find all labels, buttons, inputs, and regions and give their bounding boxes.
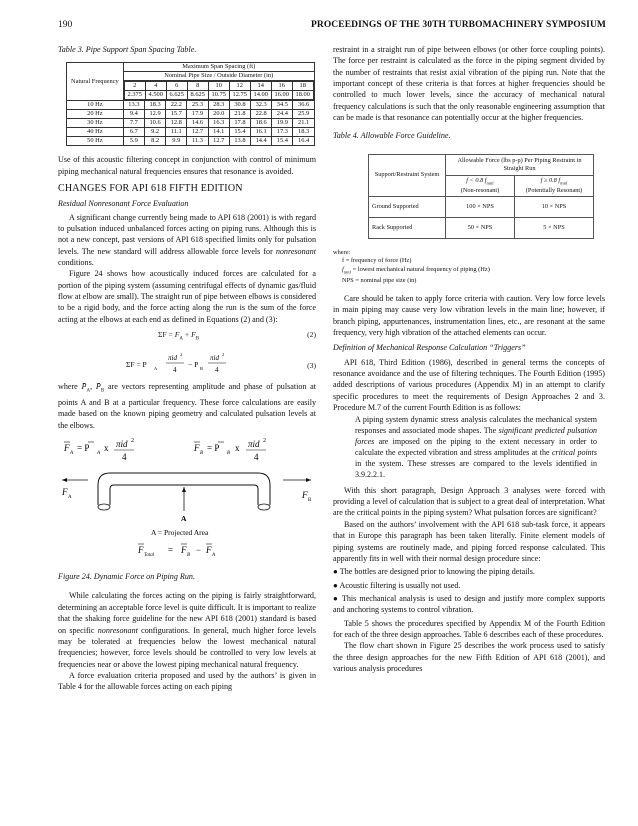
table3-value-cell: 18.3 — [144, 101, 165, 110]
svg-text:B: B — [308, 498, 312, 504]
svg-text:B: B — [200, 451, 204, 457]
table3-value-cell: 22.8 — [251, 110, 272, 119]
table3-freq-cell: 30 Hz — [67, 119, 124, 128]
page-number: 190 — [58, 20, 73, 30]
svg-text:F: F — [206, 545, 212, 556]
left-paragraph-2: A significant change currently being made to API 618 (2001) is with regard to pulsation induced unbalanced forces acting on piping runs. Although this is not a new concept, past versions of API 618 specified limits only for pulsation levels. The new standard will address allowable force levels for nonresonant conditions. — [58, 212, 316, 268]
table4-cell-b: 10 × NPS — [515, 197, 594, 218]
bullet-icon: ● — [333, 593, 342, 603]
svg-text:πid: πid — [168, 354, 177, 363]
svg-text:A: A — [97, 451, 101, 457]
table4-cell-a: 100 × NPS — [446, 197, 515, 218]
table3-value-cell: 14.6 — [187, 119, 208, 128]
table3-value-cell: 7.7 — [123, 119, 144, 128]
svg-text:=: = — [168, 545, 174, 556]
svg-text:2: 2 — [131, 438, 134, 445]
table4-caption: Table 4. Allowable Force Guideline. — [333, 131, 451, 141]
table3-value-cell: 13.3 — [123, 101, 144, 110]
svg-text:4: 4 — [215, 366, 219, 375]
svg-text:− P: − P — [188, 360, 199, 370]
table3-value-cell: 11.1 — [166, 128, 187, 137]
table3-caption: Table 3. Pipe Support Span Spacing Table. — [58, 45, 197, 54]
svg-text:2: 2 — [222, 352, 225, 358]
table3-value-cell: 30.8 — [229, 101, 250, 110]
appendix-m-quote: A piping system dynamic stress analysis calculates the mechanical system responses and associated mode shapes. The significant predicted pulsation forces are imposed on the piping to the extent necessary in order to calculate the expected vibration and stress amplitudes at the critical points in the system. These stresses are compared to the levels identified in 3.9.2.2.1. — [355, 415, 598, 479]
svg-text:F: F — [62, 487, 68, 498]
svg-text:x: x — [235, 443, 240, 454]
table3-value-cell: 15.4 — [229, 128, 250, 137]
left-paragraph-5: While calculating the forces acting on the piping is fairly straightforward, determining an acceptable force level is quite difficult. It is important to realize that the shaking force guideline for the new API 618 (2001) standard is based on specific nonresonant configurations. In general, much higher force levels may be tolerated at frequencies below the lowest mechanical natural frequencies; however, force levels should be controlled to very low levels at frequencies near or above the lowest piping mechanical natural frequency. — [58, 591, 316, 669]
svg-text:F: F — [138, 545, 144, 556]
table3-size-grid — [124, 81, 314, 100]
table3-nps-cell: 14 — [250, 82, 271, 91]
table3-od-cell: 2.375 — [124, 91, 145, 100]
table4-head: Allowable Force (lbs p-p) Per Piping Restraint in Straight Run — [446, 154, 594, 175]
table3-value-cell: 24.4 — [272, 110, 293, 119]
svg-text:A: A — [68, 495, 72, 501]
table3-value-cell: 15.4 — [272, 137, 293, 146]
table3-value-cell: 5.9 — [123, 137, 144, 146]
table3-value-cell: 32.3 — [251, 101, 272, 110]
right-column — [333, 44, 605, 674]
right-paragraph-1: restraint in a straight run of pipe between elbows (or other force coupling points). The force per restraint is calculated as the force in the piping segment divided by the number of restraints that resist axial vibration of the piping run. Note that the important concept of these criteria is that forces at higher frequencies should be controlled to much lower levels, since the accuracy of mechanical natural frequency calculations is such that the only reasonable engineering assumption that can be made is that resonance can potentially occur at the higher frequencies. — [333, 45, 605, 123]
bullet-icon: ● — [333, 567, 340, 577]
table3-value-cell: 22.2 — [166, 101, 187, 110]
svg-text:ΣF = P: ΣF = P — [126, 360, 147, 370]
svg-text:F: F — [302, 490, 308, 501]
pipe-force-diagram — [58, 435, 316, 567]
table3-od-cell: 12.75 — [229, 91, 250, 100]
table4-col-resonant: f ≥ 0.8 $f_{mnf}$ (Potentially Resonant) — [515, 175, 594, 196]
right-paragraph-4: With this short paragraph, Design Approach 3 analyses were forced with providing a level of calculation that is subject to a great deal of interpretation. What are the critical points in the piping system? What pulsation forces are significant? — [333, 485, 605, 518]
figure-24-caption: Figure 24. Dynamic Force on Piping Run. — [58, 572, 195, 582]
table3-value-cell: 10.6 — [144, 119, 165, 128]
svg-text:= P: = P — [207, 443, 220, 454]
table3-value-cell: 15.7 — [166, 110, 187, 119]
table3-freq-cell: 40 Hz — [67, 128, 124, 137]
bullet-item: ● The bottles are designed prior to knowing the piping details. — [333, 567, 535, 577]
equation-2: $\Sigma F = F_A + F_B$ (2) — [158, 330, 316, 342]
table3-nps-cell: 12 — [229, 82, 250, 91]
table3-od-cell: 18.00 — [292, 91, 313, 100]
fa-equation-label: F — [64, 443, 70, 454]
table3-od-cell: 8.625 — [187, 91, 208, 100]
right-paragraph-3: API 618, Third Edition (1986), described in general terms the concepts of resonance avoidance and the use of filtering techniques. The Fourth Edition (1995) added descriptions of various procedures (Appendix M) in an attempt to clarify specific procedures to meet the requirements of Design Approaches 2 and 3. Procedure M.7 of the current Fourth Edition is as follows: — [333, 357, 605, 412]
svg-text:A: A — [154, 366, 158, 372]
svg-text:Total: Total — [144, 553, 155, 559]
table3-value-cell: 16.1 — [251, 128, 272, 137]
right-subsection: Definition of Mechanical Response Calculation “Triggers” — [333, 343, 526, 353]
page-header — [58, 20, 606, 34]
table3-value-cell: 17.9 — [187, 110, 208, 119]
table3-od-cell: 4.500 — [145, 91, 166, 100]
left-paragraph-6: A force evaluation criteria proposed and used by the authors’ is given in Table 4 for the allowable forces acting on each piping — [58, 670, 316, 692]
svg-text:4: 4 — [254, 452, 259, 463]
table4-row — [369, 218, 594, 239]
table3-value-cell: 25.9 — [293, 110, 314, 119]
table3-value-cell: 12.7 — [208, 137, 229, 146]
bullet-item: ● Acoustic filtering is usually not used. — [333, 580, 461, 590]
equation-3-formula — [118, 347, 318, 381]
table3-nps-cell: 6 — [166, 82, 187, 91]
left-paragraph-3: Figure 24 shows how acoustically induced forces are calculated for a portion of the piping system (assuming centrifugal effects of dynamic gas/fluid flow at elbow are small). The straight run of pipe between elbows is considered to be a rigid body, and the force acting along the run is the sum of the force acting at the elbows at each end as defined in Equations (2) and (3): — [58, 269, 316, 324]
table3-size-heading: Nominal Pipe Size / Outside Diameter (in) — [123, 72, 314, 81]
svg-text:B: B — [187, 553, 191, 559]
table3-value-cell: 14.1 — [208, 128, 229, 137]
table3-value-cell: 17.3 — [272, 128, 293, 137]
svg-text:A: A — [212, 553, 216, 559]
svg-text:πid: πid — [248, 439, 260, 450]
table3-nps-cell: 16 — [271, 82, 292, 91]
table3-span-spacing — [66, 62, 315, 146]
table3-value-cell: 14.4 — [251, 137, 272, 146]
table3-nps-cell: 4 — [145, 82, 166, 91]
table3-value-cell: 21.1 — [293, 119, 314, 128]
equation-3: ΣF = P A πid 2 4 − P B πid 2 4 (3) — [58, 347, 316, 381]
table3-span-heading: Maximum Span Spacing (ft) — [123, 63, 314, 72]
svg-text:F: F — [181, 545, 187, 556]
table3-od-cell: 6.625 — [166, 91, 187, 100]
table4-col-support: Support/Restraint System — [369, 154, 446, 196]
table3-nps-cell: 8 — [187, 82, 208, 91]
svg-text:F: F — [194, 443, 200, 454]
svg-text:πid: πid — [210, 354, 219, 363]
table3-freq-cell: 50 Hz — [67, 137, 124, 146]
table3-row — [67, 128, 315, 137]
table3-od-cell: 14.00 — [250, 91, 271, 100]
table3-row — [67, 101, 315, 110]
table3-row — [67, 119, 315, 128]
table3-value-cell: 19.9 — [272, 119, 293, 128]
table3-row — [67, 110, 315, 119]
table4-where: where: f = frequency of force (Hz) $f_{mnf}$ = lowest mechanical natural frequency of piping (Hz) NPS = nominal pipe size (in) — [333, 249, 490, 284]
right-paragraph-7: The flow chart shown in Figure 25 describes the work process used to satisfy the three design approaches for the new Fifth Edition of API 618 (2001), and various analysis procedures — [333, 641, 605, 673]
right-paragraph-5: Based on the authors’ involvement with the API 618 sub-task force, it appears that in Europe this paragraph has been taken literally. Finite element models of piping systems are routinely made, and piping forced response calculated. This apparently fits in well with their normal design procedure since: — [333, 519, 605, 563]
table3-value-cell: 16.4 — [293, 137, 314, 146]
bullet-icon: ● — [333, 580, 340, 590]
table3-value-cell: 21.8 — [229, 110, 250, 119]
table3-value-cell: 8.2 — [144, 137, 165, 146]
svg-text:A: A — [181, 514, 187, 524]
table3-row — [67, 137, 315, 146]
svg-text:πid: πid — [116, 439, 128, 450]
table3-value-cell: 16.3 — [208, 119, 229, 128]
svg-text:A: A — [70, 451, 74, 457]
left-column — [58, 44, 316, 693]
svg-text:2: 2 — [263, 438, 266, 445]
table3-value-cell: 20.0 — [208, 110, 229, 119]
svg-text:x: x — [104, 443, 109, 454]
right-paragraph-6: Table 5 shows the procedures specified by Appendix M of the Fourth Edition for each of the three design approaches. Table 6 describes each of these procedures. — [333, 618, 605, 639]
table3-value-cell: 9.4 — [123, 110, 144, 119]
svg-text:B: B — [227, 451, 231, 457]
left-paragraph-1: Use of this acoustic filtering concept in conjunction with control of minimum piping mechanical natural frequencies ensures that resonance is avoided. — [58, 155, 316, 176]
table3-row-header: Natural Frequency — [67, 63, 124, 101]
left-paragraph-4: where $P̄_A$, $P̄_B$ are vectors representing amplitude and phase of pulsation at points A and B at a particular frequency. These force calculations are easily made based on the known piping geometry and calculated pulsation levels at the elbows. — [58, 382, 317, 430]
figure-24-diagram — [58, 435, 316, 567]
svg-text:B: B — [200, 366, 204, 372]
table3-value-cell: 25.3 — [187, 101, 208, 110]
table4-col-nonresonant: f < 0.8 $f_{mnf}$ (Non-resonant) — [446, 175, 515, 196]
svg-text:4: 4 — [122, 452, 127, 463]
svg-text:2: 2 — [180, 352, 183, 358]
bullet-item: ● This mechanical analysis is used to design and justify more complex supports and anchoring systems to control vibration. — [333, 593, 605, 615]
table3-freq-cell: 10 Hz — [67, 101, 124, 110]
svg-text:−: − — [196, 545, 202, 556]
table3-value-cell: 9.2 — [144, 128, 165, 137]
table3-nps-cell: 18 — [292, 82, 313, 91]
svg-text:= P: = P — [77, 443, 90, 454]
table3-value-cell: 18.6 — [251, 119, 272, 128]
table4-row — [369, 197, 594, 218]
table3-value-cell: 18.3 — [293, 128, 314, 137]
table3-freq-cell: 20 Hz — [67, 110, 124, 119]
svg-text:4: 4 — [173, 366, 177, 375]
table3-value-cell: 36.6 — [293, 101, 314, 110]
table4-cell-b: 5 × NPS — [515, 218, 594, 239]
table4-cell-a: 50 × NPS — [446, 218, 515, 239]
table3-nps-cell: 2 — [124, 82, 145, 91]
subsection-heading: Residual Nonresonant Force Evaluation — [58, 199, 189, 209]
table3-value-cell: 13.8 — [229, 137, 250, 146]
table3-value-cell: 28.3 — [208, 101, 229, 110]
table3-value-cell: 34.5 — [272, 101, 293, 110]
table3-value-cell: 11.3 — [187, 137, 208, 146]
table4-allowable-force — [368, 154, 594, 239]
table3-value-cell: 6.7 — [123, 128, 144, 137]
table3-nps-cell: 10 — [208, 82, 229, 91]
table3-value-cell: 9.9 — [166, 137, 187, 146]
projected-area-label: A = Projected Area — [151, 528, 209, 538]
table4-cell-name: Ground Supported — [369, 197, 446, 218]
table4-cell-name: Rack Supported — [369, 218, 446, 239]
right-paragraph-2: Care should be taken to apply force criteria with caution. Very low force levels in main piping may cause very low vibration levels in the main line; however, if branch piping, appurtenances, instrumentation lines, etc., are resonant at the same frequency, very high vibration of the attached elements can occur. — [333, 293, 605, 337]
table3-value-cell: 12.9 — [144, 110, 165, 119]
table3-value-cell: 12.8 — [166, 119, 187, 128]
bullet-list — [333, 566, 605, 615]
table3-od-cell: 10.75 — [208, 91, 229, 100]
table3-od-cell: 16.00 — [271, 91, 292, 100]
section-heading: CHANGES FOR API 618 FIFTH EDITION — [58, 183, 243, 195]
table3-value-cell: 17.8 — [229, 119, 250, 128]
table3-value-cell: 12.7 — [187, 128, 208, 137]
running-title: PROCEEDINGS OF THE 30TH TURBOMACHINERY SYMPOSIUM — [310, 20, 606, 30]
